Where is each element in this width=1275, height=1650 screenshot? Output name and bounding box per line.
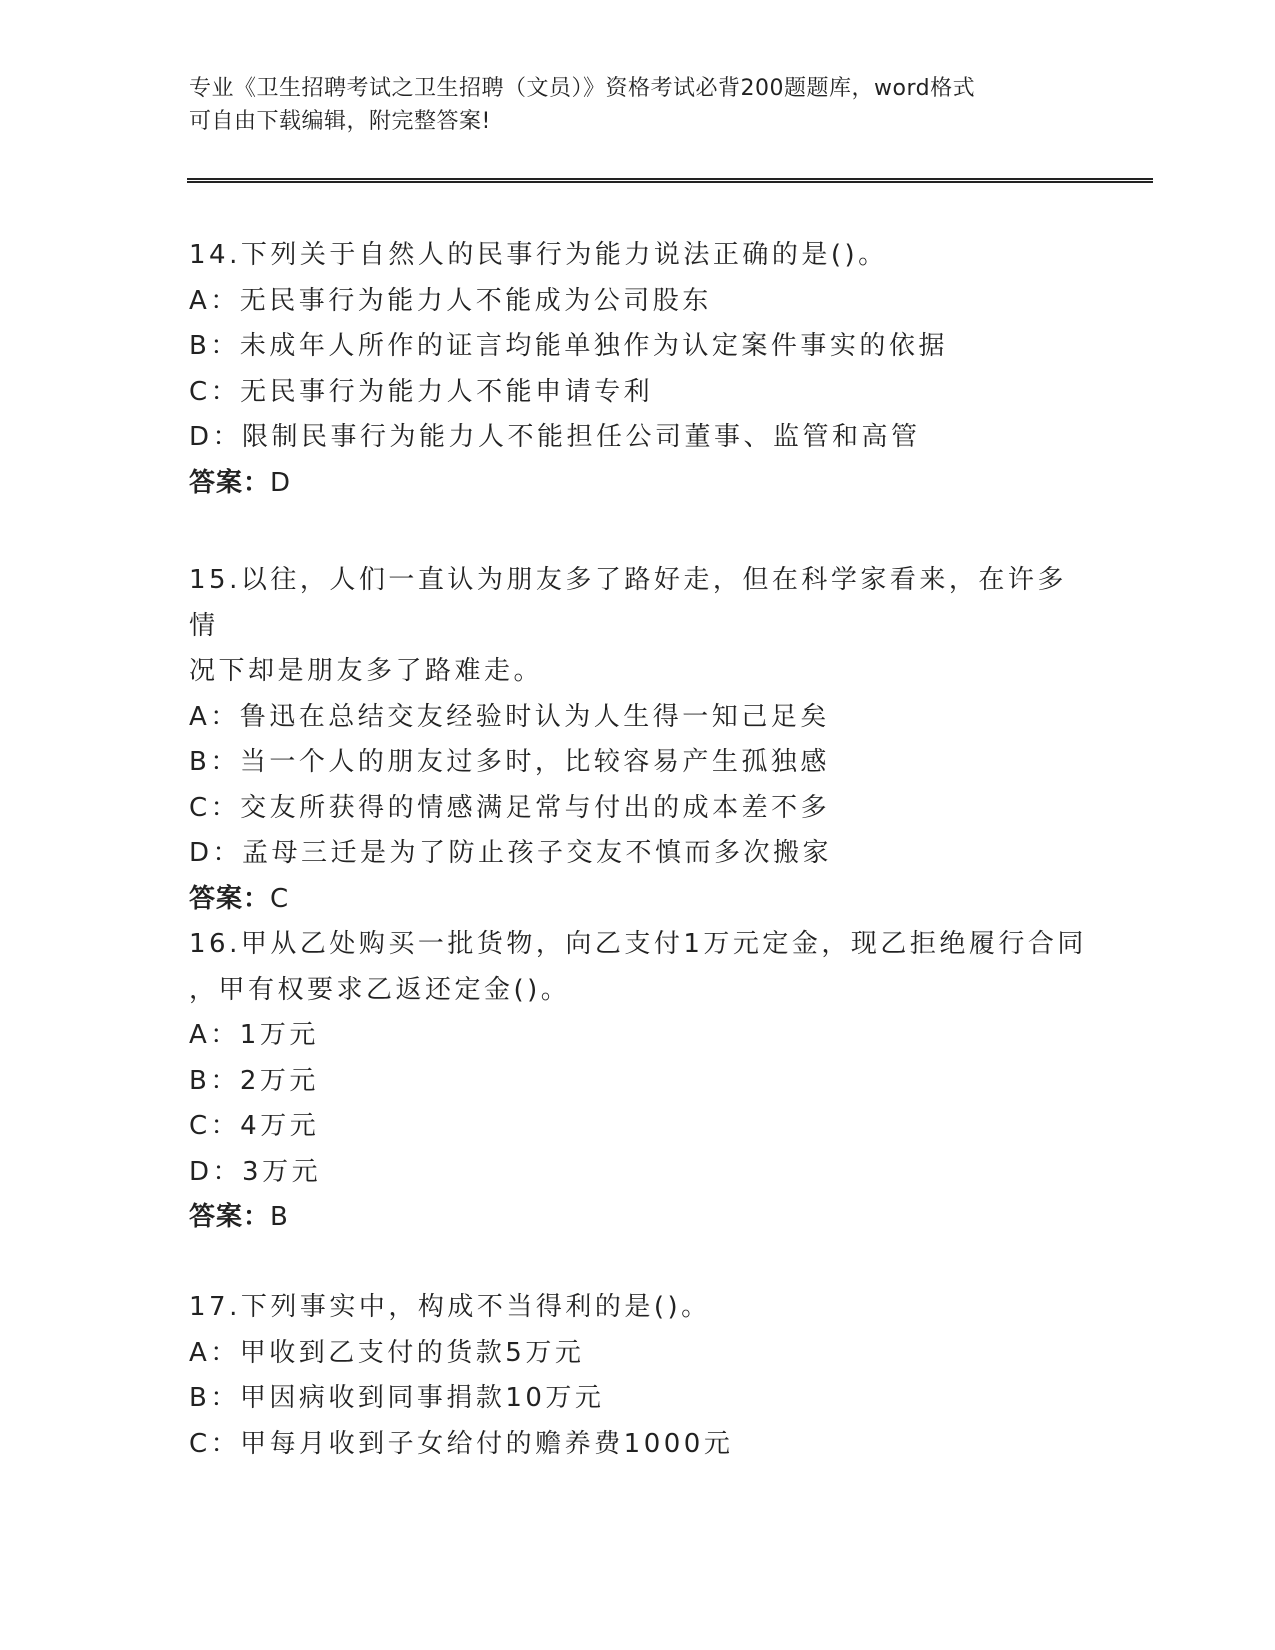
answer-label: 答案： [189, 883, 271, 914]
question-text: 15.以往，人们一直认为朋友多了路好走，但在科学家看来，在许多情 [189, 565, 1067, 641]
question-text: 16.甲从乙处购买一批货物，向乙支付1万元定金，现乙拒绝履行合同 [189, 929, 1087, 959]
option-d: D：3万元 [189, 1156, 322, 1187]
option-b: B：当一个人的朋友过多时，比较容易产生孤独感 [189, 747, 830, 777]
option-b: B：2万元 [189, 1065, 319, 1096]
question-14 [189, 233, 1089, 506]
option-c: C：4万元 [189, 1111, 320, 1141]
option-a: A：甲收到乙支付的货款5万元 [189, 1337, 585, 1368]
header-line-2: 可自由下载编辑，附完整答案! [189, 109, 491, 134]
answer-label: 答案： [189, 1202, 271, 1232]
option-d: D：限制民事行为能力人不能担任公司董事、监管和高管 [189, 422, 921, 452]
header-double-rule [187, 178, 1153, 183]
option-c: C：交友所获得的情感满足常与付出的成本差不多 [189, 792, 831, 823]
answer-value: B [270, 1202, 289, 1232]
question-16 [189, 922, 1089, 1241]
question-text-continued: ，甲有权要求乙返还定金()。 [189, 974, 571, 1005]
option-b: B：甲因病收到同事捐款10万元 [189, 1383, 605, 1413]
option-c: C：甲每月收到子女给付的赡养费1000元 [189, 1428, 734, 1459]
answer-line [189, 877, 1089, 923]
question-15 [189, 558, 1089, 922]
answer-line [189, 1195, 1089, 1241]
answer-label: 答案： [189, 467, 271, 498]
option-a: A：无民事行为能力人不能成为公司股东 [189, 285, 712, 316]
option-a: A：1万元 [189, 1020, 319, 1050]
question-text: 17.下列事实中，构成不当得利的是()。 [189, 1292, 711, 1322]
option-c: C：无民事行为能力人不能申请专利 [189, 376, 654, 407]
header-line-1: 专业《卫生招聘考试之卫生招聘（文员）》资格考试必背200题题库，word格式 [189, 76, 976, 101]
answer-value: D [270, 467, 292, 498]
document-header [189, 72, 1089, 138]
answer-line [189, 461, 1089, 507]
option-b: B：未成年人所作的证言均能单独作为认定案件事实的依据 [189, 331, 948, 361]
question-17 [189, 1285, 1089, 1467]
question-text-continued: 况下却是朋友多了路难走。 [189, 656, 544, 686]
option-a: A：鲁迅在总结交友经验时认为人生得一知己足矣 [189, 701, 830, 732]
answer-value: C [270, 883, 290, 914]
question-text: 14.下列关于自然人的民事行为能力说法正确的是()。 [189, 240, 888, 270]
option-d: D：孟母三迁是为了防止孩子交友不慎而多次搬家 [189, 838, 833, 868]
